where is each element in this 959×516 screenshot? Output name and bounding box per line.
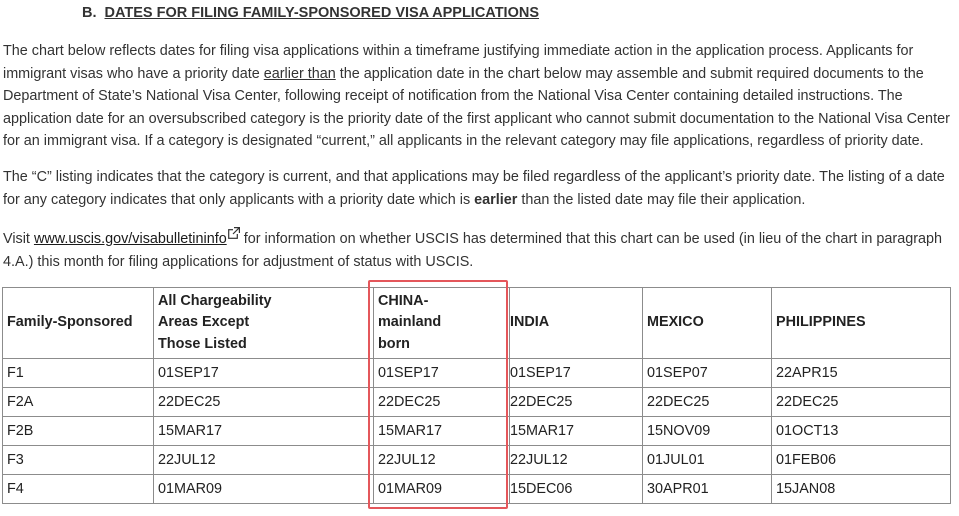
india-cell: 15MAR17 [510,417,643,446]
uscis-paragraph [3,227,953,273]
uscis-link[interactable]: www.uscis.gov/visabulletininfo [33,231,227,247]
current-text-2: than the listed date may file their application. [517,191,806,208]
header-india: INDIA [510,288,643,359]
all-chargeability-cell: 22DEC25 [154,388,374,417]
mexico-cell: 01SEP07 [643,359,772,388]
table-row [3,475,951,504]
philippines-cell: 22APR15 [772,359,951,388]
mexico-cell: 22DEC25 [643,388,772,417]
philippines-cell: 01FEB06 [772,446,951,475]
table-row [3,359,951,388]
intro-text-2: the application date in the chart below may assemble and submit required documents to the Department of State’s National Visa Center, following receipt of notification from the National Visa Center containing detailed instructions. The application date for an oversubscribed category is the priority date of the first applicant who cannot submit documentation to the National Visa Center for an immigrant visa. If a category is designated “current,” all applicants in the relevant category may file applications, regardless of priority date. [3,65,950,149]
india-cell: 22DEC25 [510,388,643,417]
header-china: CHINA-mainland born [374,288,510,359]
section-heading [82,5,539,21]
philippines-cell: 22DEC25 [772,388,951,417]
all-chargeability-cell: 01SEP17 [154,359,374,388]
table-row [3,388,951,417]
all-chargeability-cell: 01MAR09 [154,475,374,504]
category-cell: F2B [3,417,154,446]
all-chargeability-cell: 22JUL12 [154,446,374,475]
category-cell: F1 [3,359,154,388]
earlier-than-text: earlier than [263,65,336,82]
header-all-chargeability: All Chargeability Areas Except Those Listed [154,288,374,359]
india-cell: 22JUL12 [510,446,643,475]
all-chargeability-cell: 15MAR17 [154,417,374,446]
section-title: DATES FOR FILING FAMILY-SPONSORED VISA APPLICATIONS [104,5,539,21]
china-cell: 01SEP17 [374,359,510,388]
category-cell: F3 [3,446,154,475]
table-row [3,417,951,446]
china-cell: 01MAR09 [374,475,510,504]
earlier-bold-text: earlier [474,191,518,208]
intro-paragraph [3,40,953,153]
external-link-icon[interactable] [228,227,240,239]
china-cell: 22JUL12 [374,446,510,475]
uscis-text: for information on whether USCIS has determined that this chart can be used (in lieu of the chart in paragraph 4.A.) this month for filing applications for adjustment of status with USCIS. [3,231,943,270]
table-header-row [3,288,951,359]
family-sponsored-dates-table [2,287,951,504]
mexico-cell: 01JUL01 [643,446,772,475]
india-cell: 15DEC06 [510,475,643,504]
mexico-cell: 30APR01 [643,475,772,504]
section-number: B. [82,5,97,21]
intro-text-1: The chart below reflects dates for filing visa applications within a timeframe justifying immediate action in the application process. Applicants for immigrant visas who have a priority date [3,43,914,82]
china-cell: 22DEC25 [374,388,510,417]
mexico-cell: 15NOV09 [643,417,772,446]
visit-text: Visit [3,231,34,247]
current-text-1: The “C” listing indicates that the category is current, and that applications may be filed regardless of the applicant’s priority date. The listing of a date for any category indicates that only applicants with a priority date which is [3,169,945,208]
china-cell: 15MAR17 [374,417,510,446]
header-philippines: PHILIPPINES [772,288,951,359]
header-mexico: MEXICO [643,288,772,359]
table-row [3,446,951,475]
current-listing-paragraph [3,166,953,211]
category-cell: F2A [3,388,154,417]
india-cell: 01SEP17 [510,359,643,388]
header-family-sponsored: Family-Sponsored [3,288,154,359]
philippines-cell: 15JAN08 [772,475,951,504]
category-cell: F4 [3,475,154,504]
philippines-cell: 01OCT13 [772,417,951,446]
